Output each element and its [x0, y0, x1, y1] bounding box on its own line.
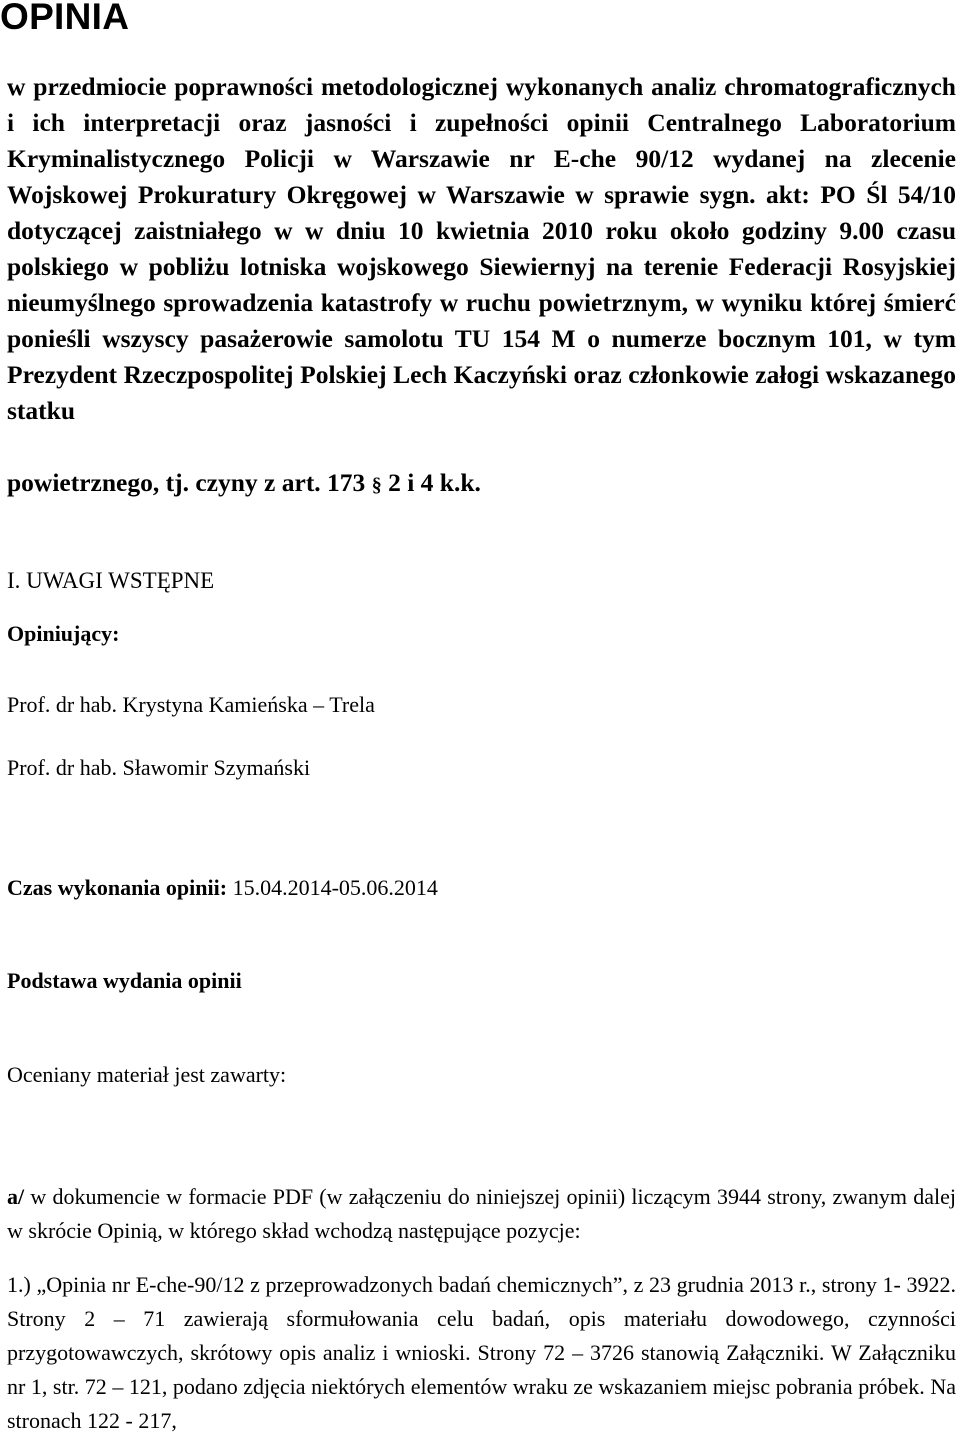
document-title: OPINIA	[0, 0, 130, 37]
opinion-subject: w przedmiocie poprawności metodologicznej wykonanych analiz chromatograficznych i ich interpretacji oraz jasności i zupełności opinii Centralnego Laboratorium Kryminalistycznego Policji w Warszawie nr E-che 90/12 wydanej na zlecenie Wojskowej Prokuratury Okręgowej w Warszawie w sprawie sygn. akt: PO Śl 54/10 dotyczącej zaistniałego w w dniu 10 kwietnia 2010 roku około godziny 9.00 czasu polskiego w pobliżu lotniska wojskowego Siewiernyj na terenie Federacji Rosyjskiej nieumyślnego sprowadzenia katastrofy w ruchu powietrznym, w wyniku której śmierć ponieśli wszyscy pasażerowie samolotu TU 154 M o numerze bocznym 101, w tym Prezydent Rzeczpospolitej Polskiej Lech Kaczyński oraz członkowie załogi wskazanego statku	[7, 72, 956, 425]
item-a-text: w dokumencie w formacie PDF (w załączeniu do niniejszej opinii) liczącym 3944 strony, zwanym dalej w skrócie Opinią, w którego skład wchodzą następujące pozycje:	[7, 1184, 957, 1243]
reviewer-2: Prof. dr hab. Sławomir Szymański	[7, 755, 311, 780]
time-label: Czas wykonania opinii:	[7, 875, 228, 900]
time-value: 15.04.2014-05.06.2014	[232, 875, 438, 900]
time-line	[7, 871, 438, 905]
material-intro: Oceniany materiał jest zawarty:	[7, 1062, 287, 1087]
section-heading: I. UWAGI WSTĘPNE	[7, 568, 215, 593]
opinion-subject-end	[7, 465, 481, 503]
basis-heading: Podstawa wydania opinii	[7, 968, 242, 993]
item-a-marker: a/	[7, 1184, 25, 1209]
subject-end-text: powietrznego, tj. czyny z art. 173	[7, 468, 366, 497]
section-mark: §	[371, 474, 382, 496]
reviewer-1: Prof. dr hab. Krystyna Kamieńska – Trela	[7, 692, 375, 717]
reviewers-label: Opiniujący:	[7, 621, 120, 646]
item-1-paragraph: 1.) „Opinia nr E-che-90/12 z przeprowadzonych badań chemicznych”, z 23 grudnia 2013 r., strony 1- 3922. Strony 2 – 71 zawierają sformułowania celu badań, opis materiału dowodowego, czynności przygotowawczych, skrótowy opis analiz i wnioski. Strony 72 – 3726 stanowią Załączniki. W Załączniku nr 1, str. 72 – 121, podano zdjęcia niektórych elementów wraku ze wskazaniem miejsc pobrania próbek. Na stronach 122 - 217,	[7, 1272, 956, 1433]
subject-tail-text: 2 i 4 k.k.	[388, 468, 481, 497]
item-a-paragraph	[7, 1180, 956, 1248]
